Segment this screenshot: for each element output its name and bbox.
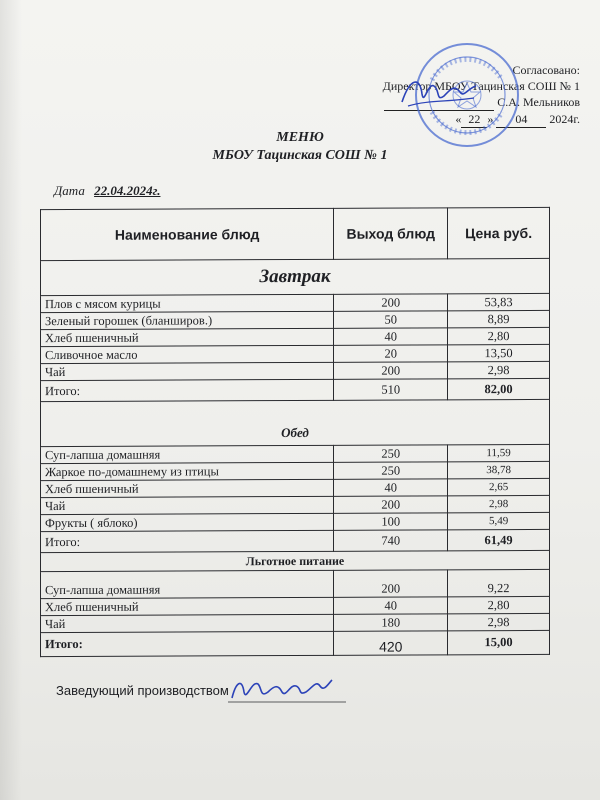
dish-name: Хлеб пшеничный xyxy=(41,479,334,497)
dish-qty: 50 xyxy=(334,311,448,328)
section-row-breakfast xyxy=(41,258,550,295)
approval-position: Директор МБОУ Тацинская СОШ № 1 xyxy=(382,79,580,93)
total-label: Итого: xyxy=(41,379,334,401)
column-header-qty: Выход блюд xyxy=(334,208,448,259)
dish-qty: 250 xyxy=(334,462,448,479)
dish-qty: 100 xyxy=(334,513,448,530)
dish-qty: 200 xyxy=(334,570,448,597)
dish-qty: 200 xyxy=(334,496,448,513)
date-value: 22.04.2024г. xyxy=(94,183,161,198)
total-label: Итого: xyxy=(41,631,334,656)
dish-price: 11,59 xyxy=(448,444,550,461)
column-header-name: Наименование блюд xyxy=(41,208,334,260)
dish-qty: 40 xyxy=(334,597,448,614)
dish-name: Чай xyxy=(41,614,334,632)
dish-price: 53,83 xyxy=(448,293,550,310)
section-title-discount: Льготное питание xyxy=(41,550,550,571)
table-row xyxy=(41,569,550,598)
menu-table xyxy=(40,207,550,657)
dish-name: Жаркое по-домашнему из птицы xyxy=(41,462,334,480)
approval-date-year: 2024г. xyxy=(549,112,580,126)
dish-price: 9,22 xyxy=(448,569,550,596)
approval-name: С.А. Мельников xyxy=(497,95,580,109)
approval-heading: Согласовано: xyxy=(512,63,580,77)
dish-name: Зеленый горошек (бланширов.) xyxy=(41,311,334,329)
total-price: 15,00 xyxy=(448,630,550,654)
dish-name: Хлеб пшеничный xyxy=(41,597,334,615)
dish-qty: 180 xyxy=(334,614,448,631)
section-row-lunch xyxy=(41,399,550,446)
section-row-discount xyxy=(41,550,550,571)
dish-name: Суп-лапша домашняя xyxy=(41,570,334,598)
table-header-row xyxy=(41,207,550,260)
total-row-breakfast xyxy=(41,378,550,401)
dish-price: 2,80 xyxy=(448,327,550,344)
dish-price: 2,80 xyxy=(448,596,550,613)
approval-date-day: 22 xyxy=(461,111,487,128)
footer-signature-label: Заведующий производством xyxy=(56,683,229,698)
total-qty: 740 xyxy=(334,530,448,551)
dish-name: Фрукты ( яблоко) xyxy=(41,513,334,531)
total-qty: 510 xyxy=(334,379,448,400)
date-label: Дата xyxy=(54,183,85,198)
approval-date-month: 04 xyxy=(496,111,546,128)
total-price: 82,00 xyxy=(448,378,550,399)
total-qty: 420 xyxy=(334,631,448,655)
column-header-price: Цена руб. xyxy=(448,207,550,258)
dish-name: Суп-лапша домашняя xyxy=(41,445,334,463)
dish-price: 2,98 xyxy=(448,613,550,630)
school-name: МБОУ Тацинская СОШ № 1 xyxy=(212,148,388,163)
dish-name: Чай xyxy=(41,496,334,514)
approval-date: « 22 » 04 2024г. xyxy=(455,112,580,126)
dish-price: 5,49 xyxy=(448,512,550,529)
dish-qty: 20 xyxy=(334,345,448,362)
dish-price: 8,89 xyxy=(448,310,550,327)
dish-qty: 40 xyxy=(334,328,448,345)
dish-name: Чай xyxy=(41,362,334,380)
chef-signature-icon xyxy=(228,672,348,706)
dish-qty: 40 xyxy=(334,479,448,496)
dish-qty: 250 xyxy=(334,445,448,462)
dish-qty: 200 xyxy=(334,294,448,311)
dish-name: Плов с мясом курицы xyxy=(41,294,334,312)
total-row-lunch xyxy=(41,529,550,552)
dish-price: 13,50 xyxy=(448,344,550,361)
total-price: 61,49 xyxy=(448,529,550,550)
section-title-breakfast: Завтрак xyxy=(41,258,550,295)
dish-name: Сливочное масло xyxy=(41,345,334,363)
total-label: Итого: xyxy=(41,530,334,552)
dish-qty: 200 xyxy=(334,362,448,379)
date-row xyxy=(54,183,160,199)
document-title: МЕНЮ xyxy=(276,130,324,145)
dish-price: 38,78 xyxy=(448,461,550,478)
total-row-discount xyxy=(41,630,550,656)
section-title-lunch: Обед xyxy=(41,399,550,446)
dish-price: 2,98 xyxy=(448,495,550,512)
dish-name: Хлеб пшеничный xyxy=(41,328,334,346)
page-shadow xyxy=(0,0,22,800)
director-signature-icon xyxy=(398,72,478,112)
dish-price: 2,65 xyxy=(448,478,550,495)
dish-price: 2,98 xyxy=(448,361,550,378)
